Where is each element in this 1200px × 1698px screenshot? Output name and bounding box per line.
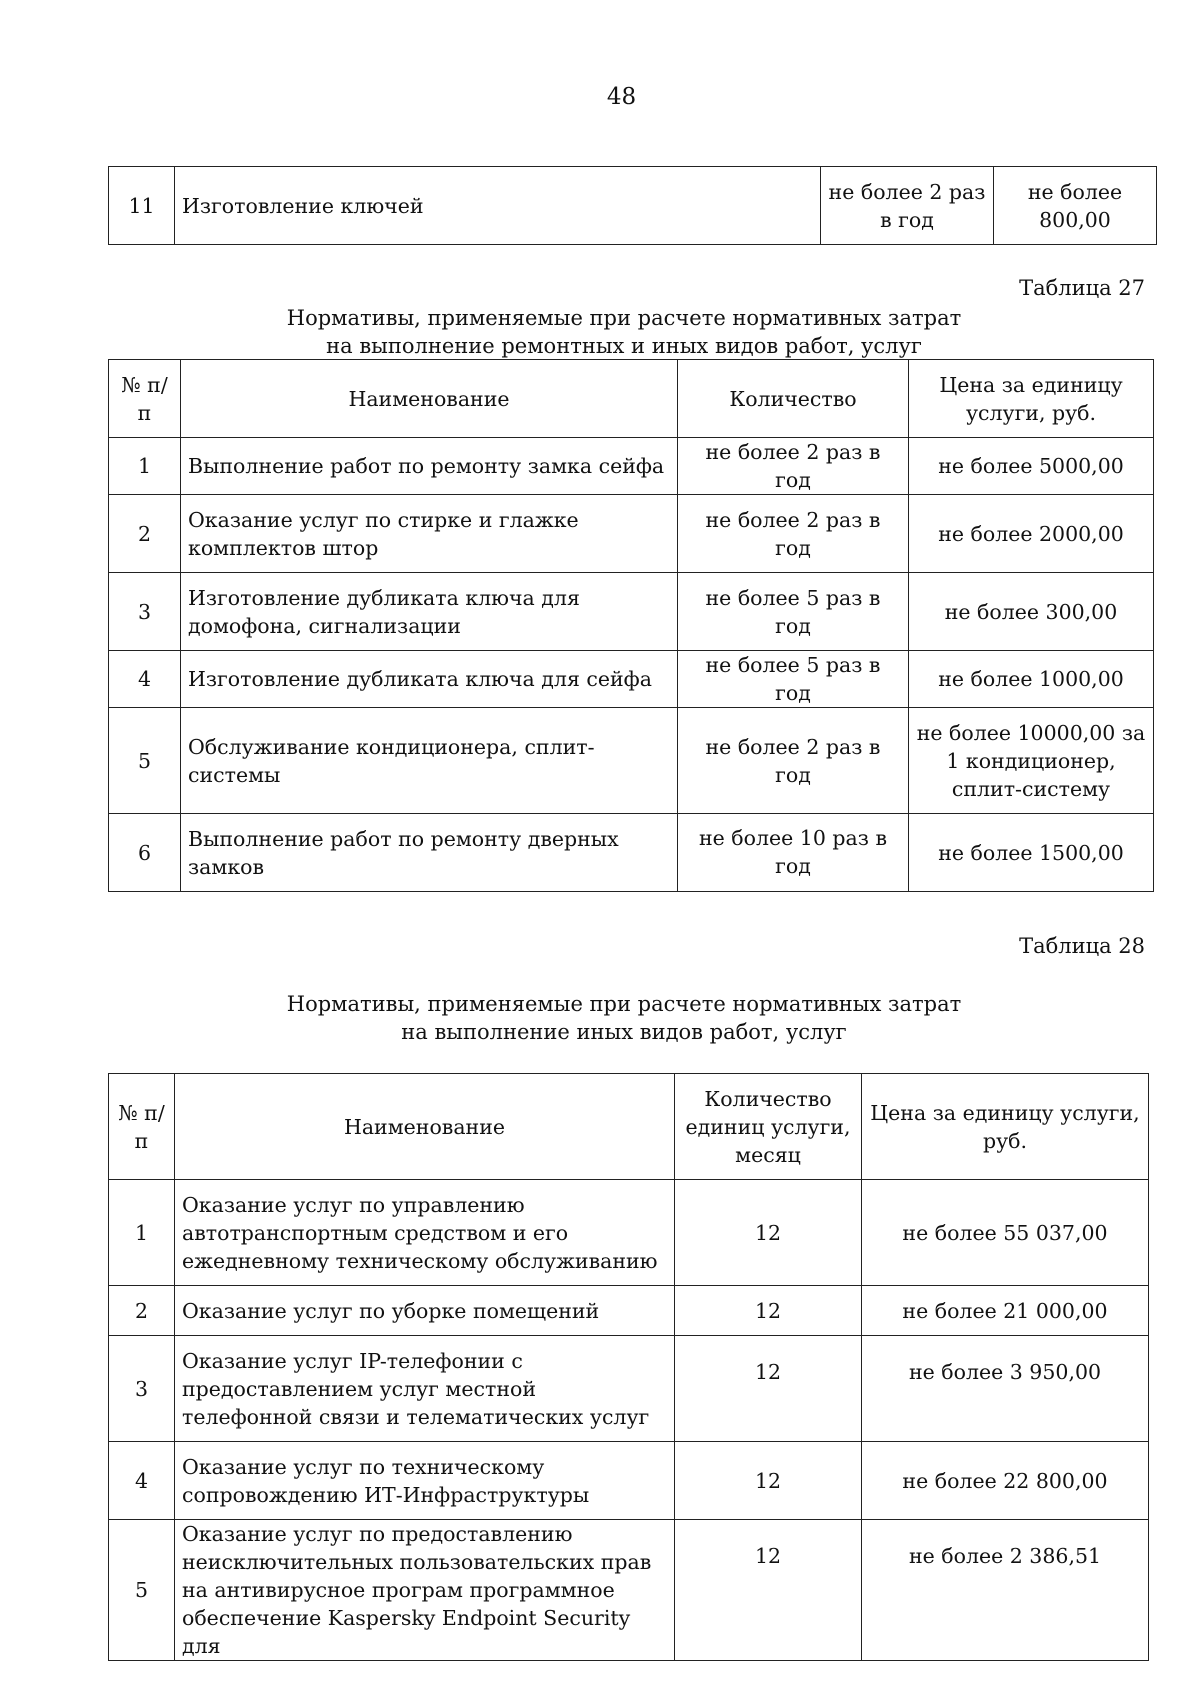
- header-quantity: Количество единиц услуги, месяц: [675, 1074, 862, 1180]
- row-number: 4: [109, 1442, 175, 1520]
- header-number: № п/п: [109, 360, 181, 438]
- table-row: [109, 1180, 1149, 1286]
- header-price: Цена за единицу услуги, руб.: [862, 1074, 1149, 1180]
- table28-title-line1: Нормативы, применяемые при расчете нормативных затрат: [286, 992, 962, 1016]
- table28-title-line2: на выполнение иных видов работ, услуг: [401, 1020, 847, 1044]
- row-quantity: не более 2 раз в год: [678, 708, 909, 814]
- row-number: 3: [109, 1336, 175, 1442]
- row-name: Оказание услуг по предоставлению неисключительных пользовательских прав на антивирусное програм программное обеспечение Kaspersky Endpoint Security для: [175, 1520, 675, 1661]
- table-row: [109, 1286, 1149, 1336]
- row-name: Изготовление дубликата ключа для домофона, сигнализации: [181, 573, 678, 651]
- table27-label: Таблица 27: [1019, 276, 1145, 300]
- row-name: Оказание услуг по уборке помещений: [175, 1286, 675, 1336]
- row-quantity: не более 10 раз в год: [678, 814, 909, 892]
- row-quantity: не более 5 раз в год: [678, 573, 909, 651]
- row-quantity: не более 2 раз в год: [678, 495, 909, 573]
- row-name: Обслуживание кондиционера, сплит-системы: [181, 708, 678, 814]
- header-number: № п/п: [109, 1074, 175, 1180]
- row-number: 4: [109, 651, 181, 708]
- row-name: Выполнение работ по ремонту замка сейфа: [181, 438, 678, 495]
- header-price: Цена за единицу услуги, руб.: [909, 360, 1154, 438]
- row-quantity: не более 5 раз в год: [678, 651, 909, 708]
- header-name: Наименование: [181, 360, 678, 438]
- row-number: 6: [109, 814, 181, 892]
- row-name: Выполнение работ по ремонту дверных замков: [181, 814, 678, 892]
- row-price: не более 3 950,00: [862, 1336, 1149, 1442]
- row-price: не более 10000,00 за 1 кондиционер, сплит-систему: [909, 708, 1154, 814]
- table-row: [109, 573, 1154, 651]
- table-row: [109, 438, 1154, 495]
- row-number: 1: [109, 1180, 175, 1286]
- table-row: [109, 814, 1154, 892]
- row-price: не более 21 000,00: [862, 1286, 1149, 1336]
- table27-title-line2: на выполнение ремонтных и иных видов работ, услуг: [326, 334, 922, 358]
- table-row: [109, 1520, 1149, 1661]
- table-row: [109, 651, 1154, 708]
- row-quantity: не более 2 раз в год: [821, 167, 994, 245]
- row-price: не более 22 800,00: [862, 1442, 1149, 1520]
- page-number: 48: [606, 84, 637, 110]
- table-row: [109, 1336, 1149, 1442]
- previous-table-continuation: [108, 166, 1157, 245]
- row-name: Оказание услуг по управлению автотранспортным средством и его ежедневному техническому обслуживанию: [175, 1180, 675, 1286]
- table-row: [109, 1442, 1149, 1520]
- row-price: не более 300,00: [909, 573, 1154, 651]
- row-price: не более 2 386,51: [862, 1520, 1149, 1661]
- row-price: не более 55 037,00: [862, 1180, 1149, 1286]
- row-quantity: 12: [675, 1336, 862, 1442]
- row-number: 2: [109, 495, 181, 573]
- row-number: 1: [109, 438, 181, 495]
- table28: [108, 1073, 1149, 1661]
- row-quantity: 12: [675, 1520, 862, 1661]
- table-header-row: [109, 1074, 1149, 1180]
- row-price: не более 1000,00: [909, 651, 1154, 708]
- row-number: 5: [109, 1520, 175, 1661]
- table-row: [109, 495, 1154, 573]
- table27: [108, 359, 1154, 892]
- row-price: не более 2000,00: [909, 495, 1154, 573]
- table28-label: Таблица 28: [1019, 934, 1145, 958]
- row-quantity: не более 2 раз в год: [678, 438, 909, 495]
- row-number: 2: [109, 1286, 175, 1336]
- row-quantity: 12: [675, 1286, 862, 1336]
- row-number: 11: [109, 167, 175, 245]
- row-name: Оказание услуг по стирке и глажке комплектов штор: [181, 495, 678, 573]
- row-quantity: 12: [675, 1442, 862, 1520]
- row-quantity: 12: [675, 1180, 862, 1286]
- row-name: Изготовление ключей: [175, 167, 821, 245]
- header-name: Наименование: [175, 1074, 675, 1180]
- table-row: [109, 167, 1157, 245]
- row-price: не более 800,00: [994, 167, 1157, 245]
- row-price: не более 1500,00: [909, 814, 1154, 892]
- row-number: 3: [109, 573, 181, 651]
- table-row: [109, 708, 1154, 814]
- table27-title-line1: Нормативы, применяемые при расчете нормативных затрат: [286, 306, 962, 330]
- row-price: не более 5000,00: [909, 438, 1154, 495]
- table-header-row: [109, 360, 1154, 438]
- row-number: 5: [109, 708, 181, 814]
- row-name: Оказание услуг IP-телефонии с предоставлением услуг местной телефонной связи и телематических услуг: [175, 1336, 675, 1442]
- row-name: Оказание услуг по техническому сопровождению ИТ-Инфраструктуры: [175, 1442, 675, 1520]
- header-quantity: Количество: [678, 360, 909, 438]
- row-name: Изготовление дубликата ключа для сейфа: [181, 651, 678, 708]
